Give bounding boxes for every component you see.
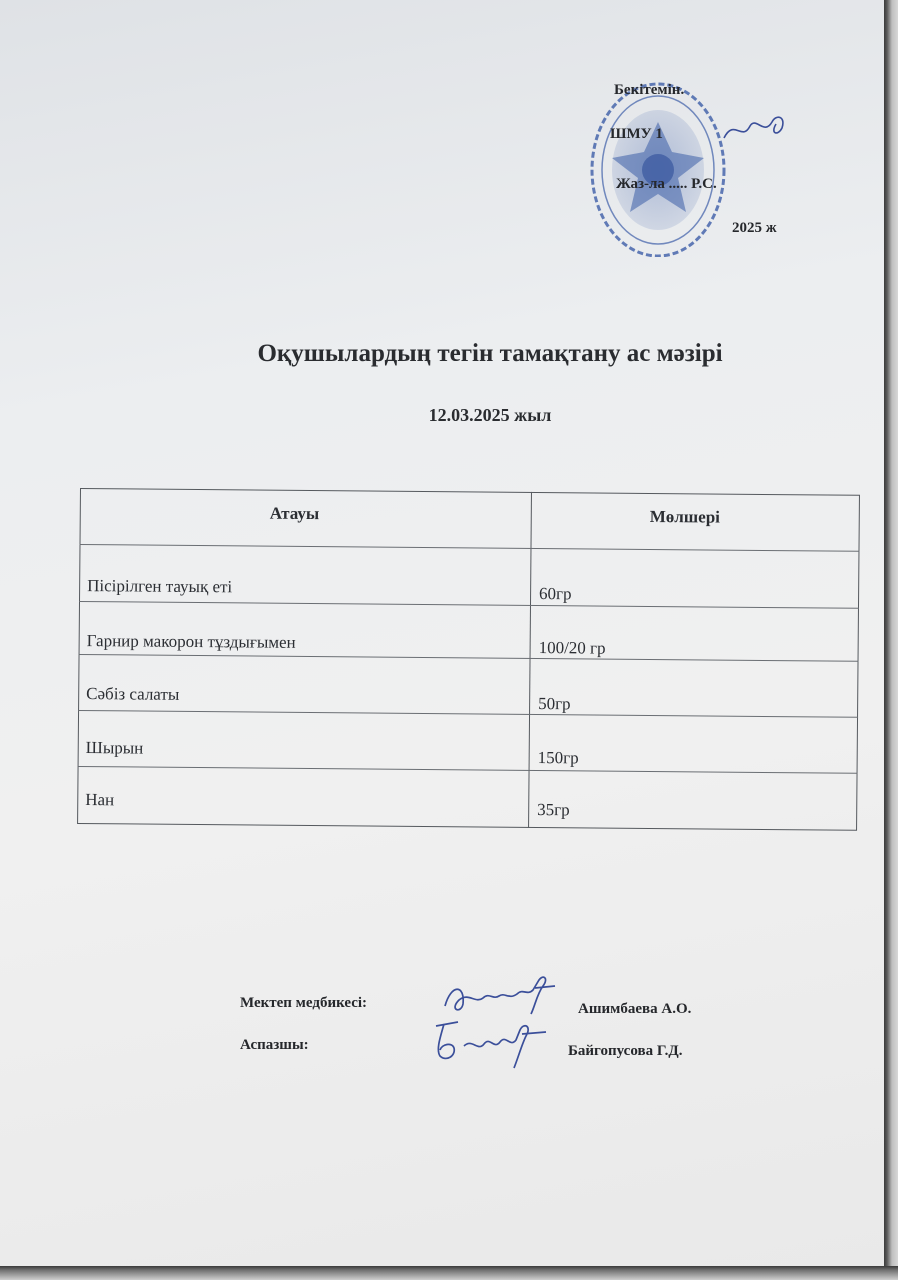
document-title: Оқушылардың тегін тамақтану ас мәзірі (257, 340, 723, 367)
frame-edge-right (884, 0, 898, 1280)
approval-name-line: Жаз-ла ..... Р.С. (616, 176, 717, 192)
table-row-name: Шырын (85, 738, 144, 758)
column-header-amount: Мөлшері (649, 506, 721, 527)
table-row-amount: 35гр (537, 800, 570, 820)
column-header-name: Атауы (269, 503, 320, 524)
approval-director-line: ШМУ 1 (610, 126, 663, 142)
approval-date-line: 2025 ж (732, 220, 777, 236)
cook-name: Байгопусова Г.Д. (568, 1043, 683, 1059)
table-row-name: Пісірілген тауық еті (87, 576, 233, 597)
nurse-role: Мектеп медбикесі: (240, 995, 368, 1011)
table-row-name: Сәбіз салаты (86, 684, 180, 704)
table-row-amount: 60гр (539, 584, 572, 604)
table-row-name: Гарнир макорон тұздығымен (86, 631, 296, 652)
cook-role: Аспазшы: (240, 1037, 309, 1053)
table-row-amount: 100/20 гр (538, 638, 606, 658)
round-stamp-seal (586, 72, 726, 257)
table-row-name: Нан (85, 790, 115, 810)
nurse-name: Ашимбаева А.О. (578, 1001, 692, 1017)
menu-table (77, 488, 860, 831)
frame-edge-bottom (0, 1266, 898, 1280)
table-row-amount: 50гр (538, 694, 571, 714)
document-date: 12.03.2025 жыл (428, 405, 552, 425)
director-signature (720, 108, 790, 148)
approval-stamp-block (580, 68, 790, 263)
cook-signature (428, 1012, 558, 1072)
approval-word: Бекітемін. (614, 82, 685, 98)
table-row-amount: 150гр (537, 748, 579, 768)
